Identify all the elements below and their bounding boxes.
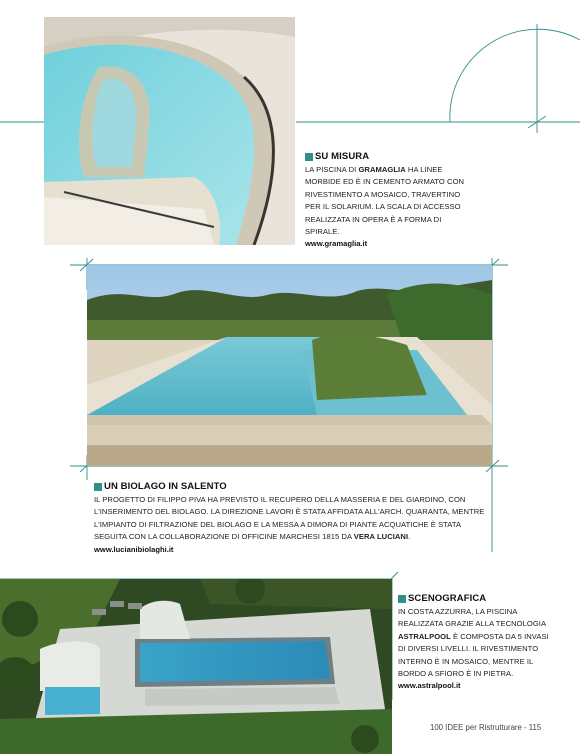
section-body: LA PISCINA DI GRAMAGLIA HA LINEE MORBIDE ED È IN CEMENTO ARMATO CON RIVESTIMENTO A MOSAICO, TRAVERTINO PER IL SOLARIUM. LA SCALA DI ACCESSO REALIZZATA IN OPERA È A FORMA DI SPIRALE.	[305, 165, 465, 237]
caption-biolago	[94, 481, 490, 554]
photo-biolago-pool	[87, 265, 492, 466]
link-gramaglia[interactable]: www.gramaglia.it	[305, 239, 368, 249]
caption-su-misura	[305, 151, 475, 248]
section-body: IN COSTA AZZURRA, LA PISCINA REALIZZATA GRAZIE ALLA TECNOLOGIA ASTRALPOOL È COMPOSTA DA 5 INVASI DI DIVERSI LIVELLI. IL RIVESTIMENTO INTERNO È IN MOSAICO, MENTRE IL BORDO A SFIORO È IN PIETRA.	[398, 607, 549, 679]
square-bullet-icon	[398, 595, 406, 603]
square-bullet-icon	[94, 483, 102, 491]
caption-scenografica	[398, 593, 558, 690]
link-lucianibiolaghi[interactable]: www.lucianibiolaghi.it	[94, 544, 174, 554]
section-title: UN BIOLAGO IN SALENTO	[94, 481, 490, 492]
page-footer: 100 IDEE per Ristrutturare - 115	[430, 723, 542, 732]
photo-aerial-pool	[0, 579, 392, 754]
section-title: SU MISURA	[305, 151, 475, 162]
section-title: SCENOGRAFICA	[398, 593, 558, 604]
square-bullet-icon	[305, 153, 313, 161]
section-body: IL PROGETTO DI FILIPPO PIVA HA PREVISTO IL RECUPERO DELLA MASSERIA E DEL GIARDINO, CON L'INSERIMENTO DEL BIOLAGO. LA DIREZIONE LAVORI È STATA AFFIDATA ALL'ARCH. QUARANTA, MENTRE L'IMPIANTO DI FILTRAZIONE DEL BIOLAGO E LA MESSA A DIMORA DI PIANTE ACQUATICHE È STATA SEGUITA CON LA COLLABORAZIONE DI OFFICINE MARCHESI 1815 DA VERA LUCIANI.	[94, 495, 485, 542]
photo-curved-pool	[44, 17, 295, 245]
link-astralpool[interactable]: www.astralpool.it	[398, 681, 461, 691]
